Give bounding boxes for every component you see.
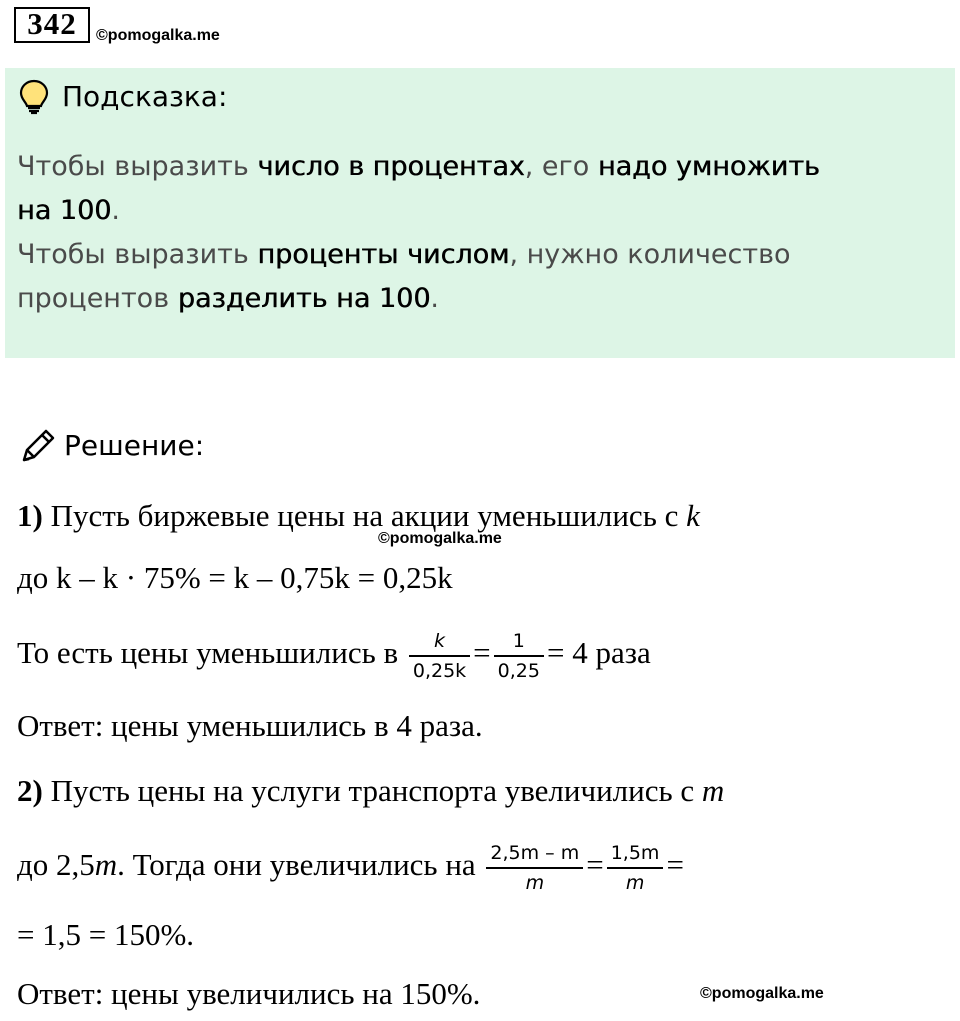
watermark-bottom: ©pomogalka.me (700, 985, 824, 1002)
fraction-k-over-025k: $\frac{k}{0,25k}$ (409, 630, 470, 682)
watermark: ©pomogalka.me (96, 27, 220, 44)
hint-text: Чтобы выразить число в процентах, его надо умножить на 100. Чтобы выразить проценты числом, нужно количество процентов разделить на 100. (17, 151, 820, 314)
fraction-growth: $\frac{2,5m - m}{m}$ (486, 842, 583, 894)
solution-line-6: до 2,5m. Тогда они увеличились на $\frac{2,5m - m}{m}$ = $\frac{1,5m}{m}$ = (17, 842, 684, 894)
solution-line-7: = 1,5 = 150%. (17, 917, 195, 952)
solution-line-3: То есть цены уменьшились в $\frac{k}{0,25k}$ = $\frac{1}{0,25}$ = 4 раза (17, 630, 651, 682)
fraction-1-over-025: $\frac{1}{0,25}$ (494, 630, 544, 682)
pencil-icon (18, 426, 58, 466)
task-number: 342 (14, 7, 90, 43)
solution-title: Решение: (64, 429, 205, 462)
answer-1: Ответ: цены уменьшились в 4 раза. (17, 708, 483, 743)
hint-title: Подсказка: (62, 80, 228, 113)
lightbulb-icon (18, 79, 50, 115)
watermark-middle: ©pomogalka.me (378, 530, 502, 547)
fraction-15m-over-m: $\frac{1,5m}{m}$ (607, 842, 664, 894)
solution-line-1: 1) Пусть биржевые цены на акции уменьшились с k (17, 498, 700, 533)
solution-line-2: до k – k · 75% = k – 0,75k = 0,25k (17, 560, 453, 595)
solution-line-5: 2) Пусть цены на услуги транспорта увеличились с m (17, 773, 725, 808)
answer-2: Ответ: цены увеличились на 150%. (17, 976, 481, 1011)
